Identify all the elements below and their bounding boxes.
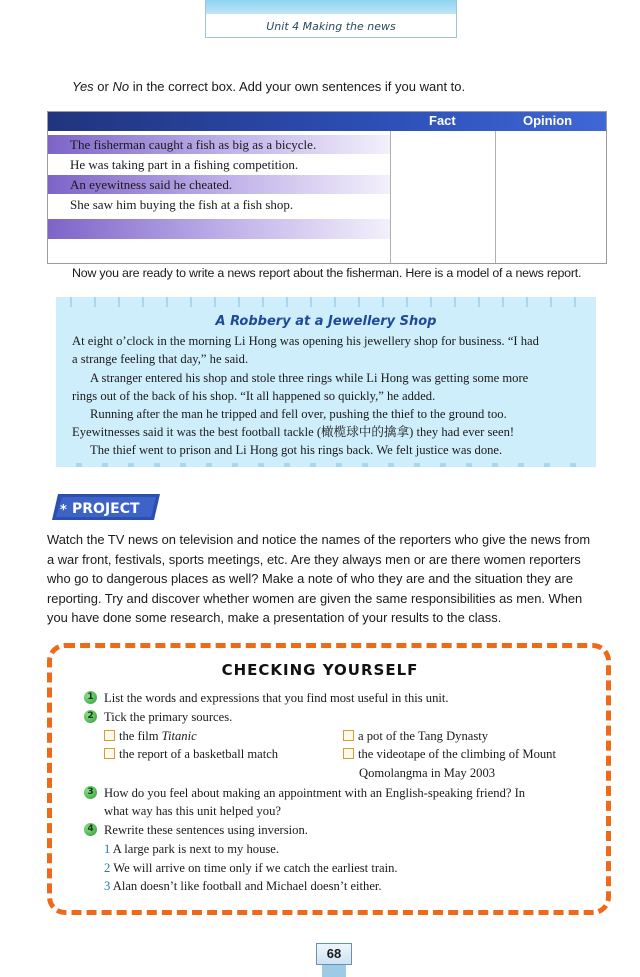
news-model-box: [56, 297, 596, 467]
instruction-line: [72, 79, 465, 94]
item-3-line2: what way has this unit helped you?: [104, 804, 281, 818]
option-videotape-label: the videotape of the climbing of Mount: [358, 747, 556, 761]
option-pot-label: a pot of the Tang Dynasty: [358, 729, 489, 743]
table-row-empty: [48, 219, 390, 239]
option-film: [104, 727, 197, 745]
instruction-rest: in the correct box. Add your own sentences if you want to.: [129, 79, 466, 94]
checking-yourself-title: CHECKING YOURSELF: [221, 661, 419, 679]
sentence-number: 3: [104, 879, 111, 893]
header-decor-strip: [206, 0, 456, 14]
sentence-number: 1: [104, 842, 111, 856]
project-line: Watch the TV news on television and notice the names of the reporters who give the news from: [47, 532, 591, 547]
option-film-label: the film: [119, 729, 162, 743]
project-star: *: [60, 503, 67, 518]
option-report-label: the report of a basketball match: [119, 747, 279, 761]
instruction-or: or: [93, 79, 113, 94]
item-number-2-icon: 2: [84, 710, 97, 723]
item-number-4-icon: 4: [84, 823, 97, 836]
unit-header-tab: [205, 0, 457, 38]
option-videotape: [343, 745, 556, 763]
sentence-item: [104, 877, 382, 895]
instruction-yes: Yes: [72, 79, 94, 94]
option-pot: [343, 727, 488, 745]
page-number-decor: [322, 965, 346, 977]
news-line: a strange feeling that day,” he said.: [72, 352, 249, 366]
option-film-title: Titanic: [161, 729, 197, 743]
item-number-1-icon: 1: [84, 691, 97, 704]
checkbox[interactable]: [343, 748, 354, 759]
news-box-bottom-edge: [56, 463, 596, 467]
option-report: [104, 745, 278, 763]
column-divider-fact: [390, 131, 391, 263]
instruction-no: No: [112, 79, 130, 94]
sentence-number: 2: [104, 861, 111, 875]
sentence-item: [104, 840, 279, 858]
news-line: rings out of the back of his shop. “It all happened so quickly,” he added.: [72, 389, 436, 403]
sentence-text: Alan doesn’t like football and Michael doesn’t either.: [110, 879, 382, 893]
sentence-text: We will arrive on time only if we catch the earliest train.: [110, 861, 398, 875]
checkbox[interactable]: [104, 730, 115, 741]
unit-title: Unit 4 Making the news: [266, 20, 396, 33]
news-line: Running after the man he tripped and fell over, pushing the thief to the ground too.: [90, 407, 507, 421]
project-line: reporting. Try and discover whether women are given the same responsibilities as men. When: [47, 590, 583, 606]
table-row: An eyewitness said he cheated.: [48, 175, 390, 194]
fact-header: Fact: [429, 113, 456, 128]
news-line: Eyewitnesses said it was the best football tackle (橄榄球中的擒拿) they had ever seen!: [72, 425, 515, 439]
news-intro: Now you are ready to write a news report about the fisherman. Here is a model of a news report.: [72, 266, 582, 280]
news-line: A stranger entered his shop and stole three rings while Li Hong was getting some more: [90, 371, 529, 385]
table-header: [48, 112, 606, 131]
item-1-text: List the words and expressions that you find most useful in this unit.: [104, 691, 449, 705]
checkbox[interactable]: [343, 730, 354, 741]
sentence-text: A large park is next to my house.: [110, 842, 280, 856]
sentence-item: [104, 859, 398, 877]
opinion-header: Opinion: [523, 113, 573, 128]
project-line: you have done some research, make a presentation of your results to the class.: [47, 610, 502, 626]
fact-opinion-table: [47, 111, 607, 264]
news-line: The thief went to prison and Li Hong got his rings back. We felt justice was done.: [90, 443, 503, 457]
perforated-edge: [56, 297, 596, 307]
table-row: She saw him buying the fish at a fish shop.: [70, 197, 294, 212]
page-number: 68: [316, 943, 352, 965]
item-2-text: Tick the primary sources.: [104, 710, 233, 724]
checkbox[interactable]: [104, 748, 115, 759]
option-videotape-line2: Qomolangma in May 2003: [359, 766, 496, 780]
item-3-line1: How do you feel about making an appointment with an English-speaking friend? In: [104, 786, 526, 800]
project-badge: [50, 490, 160, 524]
project-label: PROJECT: [72, 501, 140, 517]
project-description: [47, 530, 612, 628]
column-divider-opinion: [495, 131, 496, 263]
news-line: At eight o’clock in the morning Li Hong was opening his jewellery shop for business. “I had: [72, 334, 539, 348]
table-row: He was taking part in a fishing competition.: [70, 157, 299, 172]
project-line: who go to dangerous places as well? Make a note of who they are and the situation they are: [47, 571, 573, 587]
item-4-text: Rewrite these sentences using inversion.: [104, 823, 308, 837]
table-row: The fisherman caught a fish as big as a bicycle.: [48, 135, 390, 154]
item-number-3-icon: 3: [84, 786, 97, 799]
project-line: a war front, festivals, sports meetings, etc. Are they always men or are there women reporters: [47, 551, 581, 567]
news-title: A Robbery at a Jewellery Shop: [215, 314, 437, 329]
